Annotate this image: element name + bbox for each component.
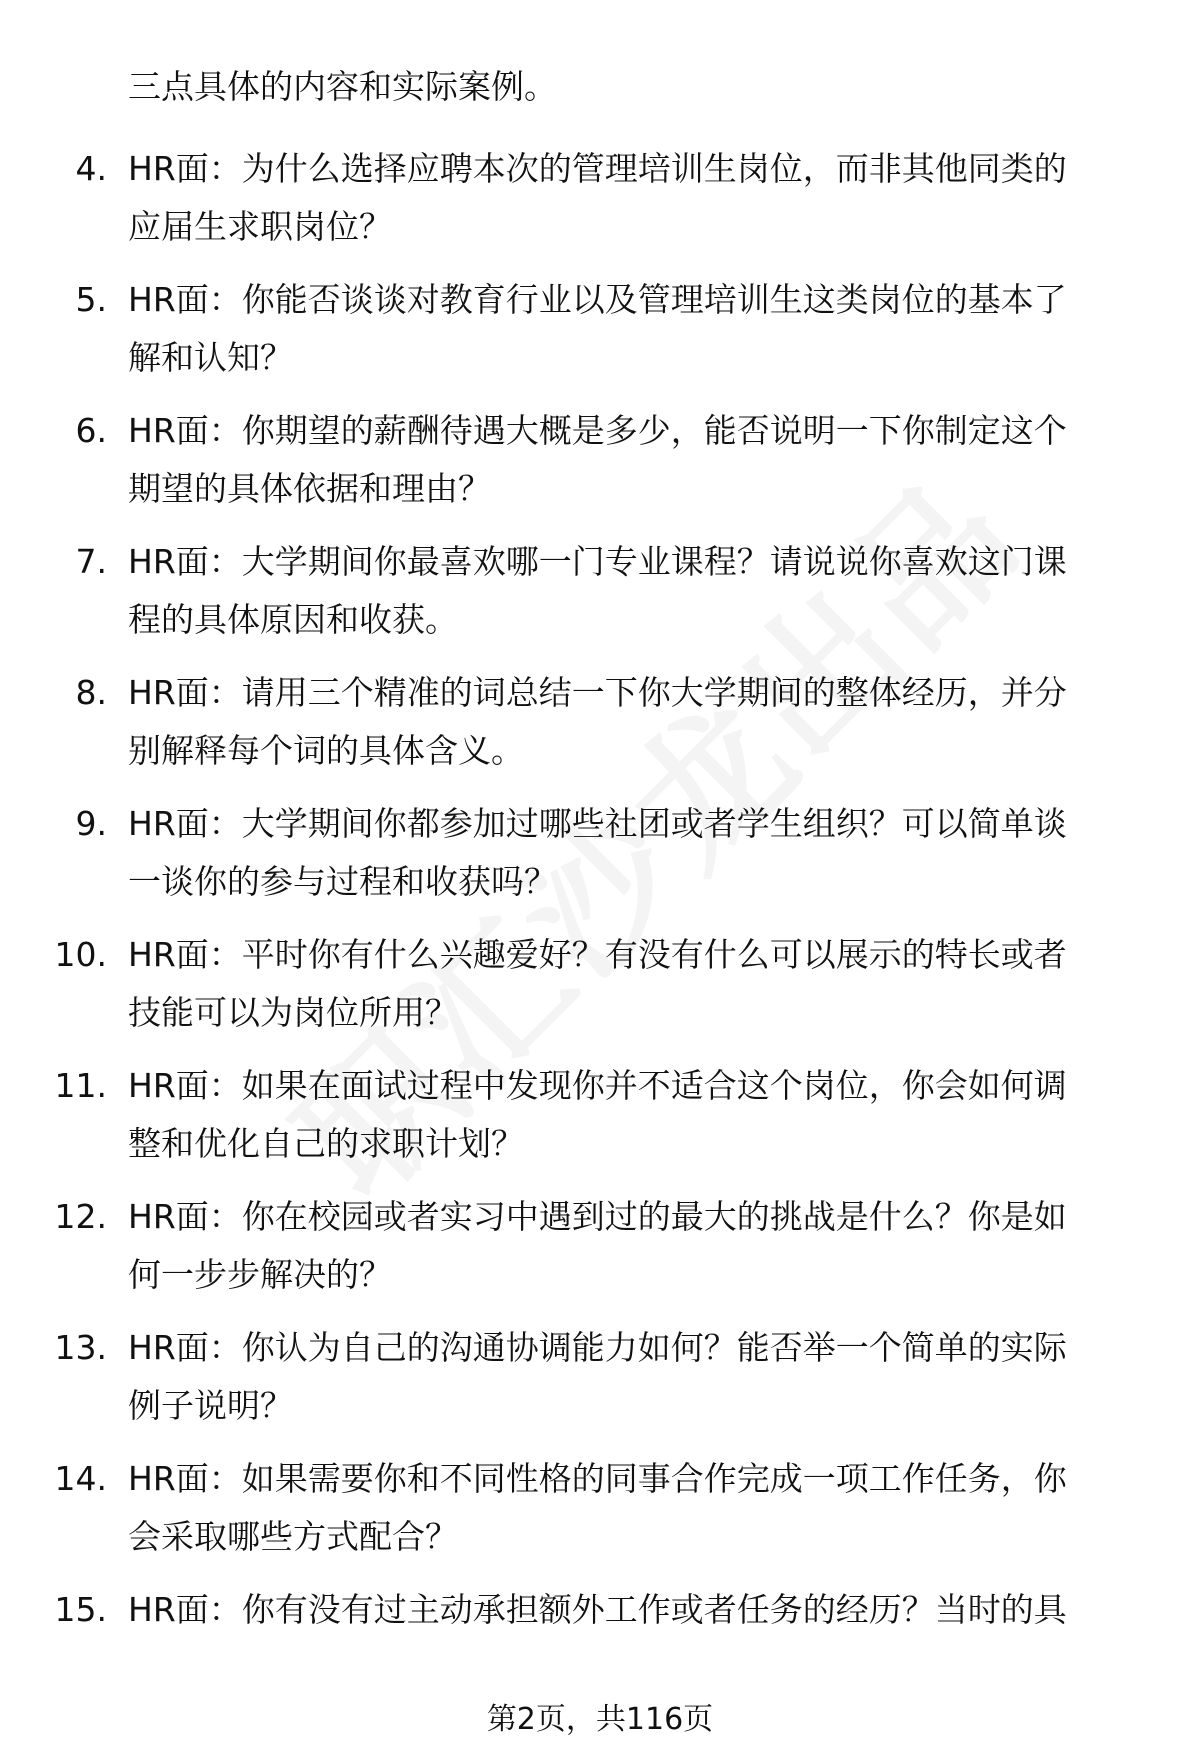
question-line: 技能可以为岗位所用？ (128, 993, 458, 1032)
question-line: 一谈你的参与过程和收获吗？ (128, 862, 557, 901)
question-line: HR面：如果在面试过程中发现你并不适合这个岗位，你会如何调 (128, 1066, 1067, 1105)
question-number: 12. (54, 1197, 107, 1236)
question-line: HR面：平时你有什么兴趣爱好？有没有什么可以展示的特长或者 (128, 935, 1067, 974)
question-text (128, 1188, 1158, 1304)
question-line: 解和认知？ (128, 338, 293, 377)
question-number: 15. (54, 1590, 107, 1629)
question-line: HR面：你有没有过主动承担额外工作或者任务的经历？当时的具 (128, 1590, 1067, 1629)
question-line: 整和优化自己的求职计划？ (128, 1124, 524, 1163)
question-number: 13. (54, 1328, 107, 1367)
question-number: 8. (75, 673, 107, 712)
question-line: HR面：请用三个精准的词总结一下你大学期间的整体经历，并分 (128, 673, 1067, 712)
question-item-12 (0, 1188, 1200, 1304)
question-line: 应届生求职岗位？ (128, 207, 392, 246)
question-item-4 (0, 140, 1200, 256)
question-list (0, 140, 1200, 1712)
question-line: 期望的具体依据和理由？ (128, 469, 491, 508)
question-number: 11. (54, 1066, 107, 1105)
question-number: 9. (75, 804, 107, 843)
question-text (128, 926, 1158, 1042)
question-text (128, 271, 1158, 387)
question-line: 会采取哪些方式配合？ (128, 1517, 458, 1556)
question-item-6 (0, 402, 1200, 518)
question-line: HR面：大学期间你都参加过哪些社团或者学生组织？可以简单谈 (128, 804, 1067, 843)
question-line: 何一步步解决的？ (128, 1255, 392, 1294)
question-line: 别解释每个词的具体含义。 (128, 731, 524, 770)
question-text (128, 1057, 1158, 1173)
question-item-5 (0, 271, 1200, 387)
question-item-8 (0, 664, 1200, 780)
question-item-10 (0, 926, 1200, 1042)
question-line: HR面：你认为自己的沟通协调能力如何？能否举一个简单的实际 (128, 1328, 1067, 1367)
question-number: 6. (75, 411, 107, 450)
question-text (128, 140, 1158, 256)
question-number: 4. (75, 149, 107, 188)
question-text (128, 533, 1158, 649)
question-number: 14. (54, 1459, 107, 1498)
continuation-text: 三点具体的内容和实际案例。 (128, 67, 557, 106)
question-line: HR面：为什么选择应聘本次的管理培训生岗位，而非其他同类的 (128, 149, 1067, 188)
question-number: 10. (54, 935, 107, 974)
question-text (128, 1450, 1158, 1566)
question-item-13 (0, 1319, 1200, 1435)
question-line: HR面：你期望的薪酬待遇大概是多少，能否说明一下你制定这个 (128, 411, 1067, 450)
question-text (128, 664, 1158, 780)
question-text (128, 795, 1158, 911)
question-line: HR面：如果需要你和不同性格的同事合作完成一项工作任务，你 (128, 1459, 1067, 1498)
question-text (128, 402, 1158, 518)
question-item-7 (0, 533, 1200, 649)
question-line: 程的具体原因和收获。 (128, 600, 458, 639)
question-text (128, 1581, 1158, 1697)
question-item-11 (0, 1057, 1200, 1173)
question-item-9 (0, 795, 1200, 911)
question-line: HR面：你在校园或者实习中遇到过的最大的挑战是什么？你是如 (128, 1197, 1067, 1236)
question-line: 例子说明？ (128, 1386, 293, 1425)
page-footer: 第2页，共116页 (486, 1702, 714, 1737)
question-line: HR面：大学期间你最喜欢哪一门专业课程？请说说你喜欢这门课 (128, 542, 1067, 581)
question-item-14 (0, 1450, 1200, 1566)
question-item-15 (0, 1581, 1200, 1697)
question-text (128, 1319, 1158, 1435)
question-number: 5. (75, 280, 107, 319)
question-number: 7. (75, 542, 107, 581)
question-line: HR面：你能否谈谈对教育行业以及管理培训生这类岗位的基本了 (128, 280, 1067, 319)
question-line (128, 1639, 1158, 1697)
